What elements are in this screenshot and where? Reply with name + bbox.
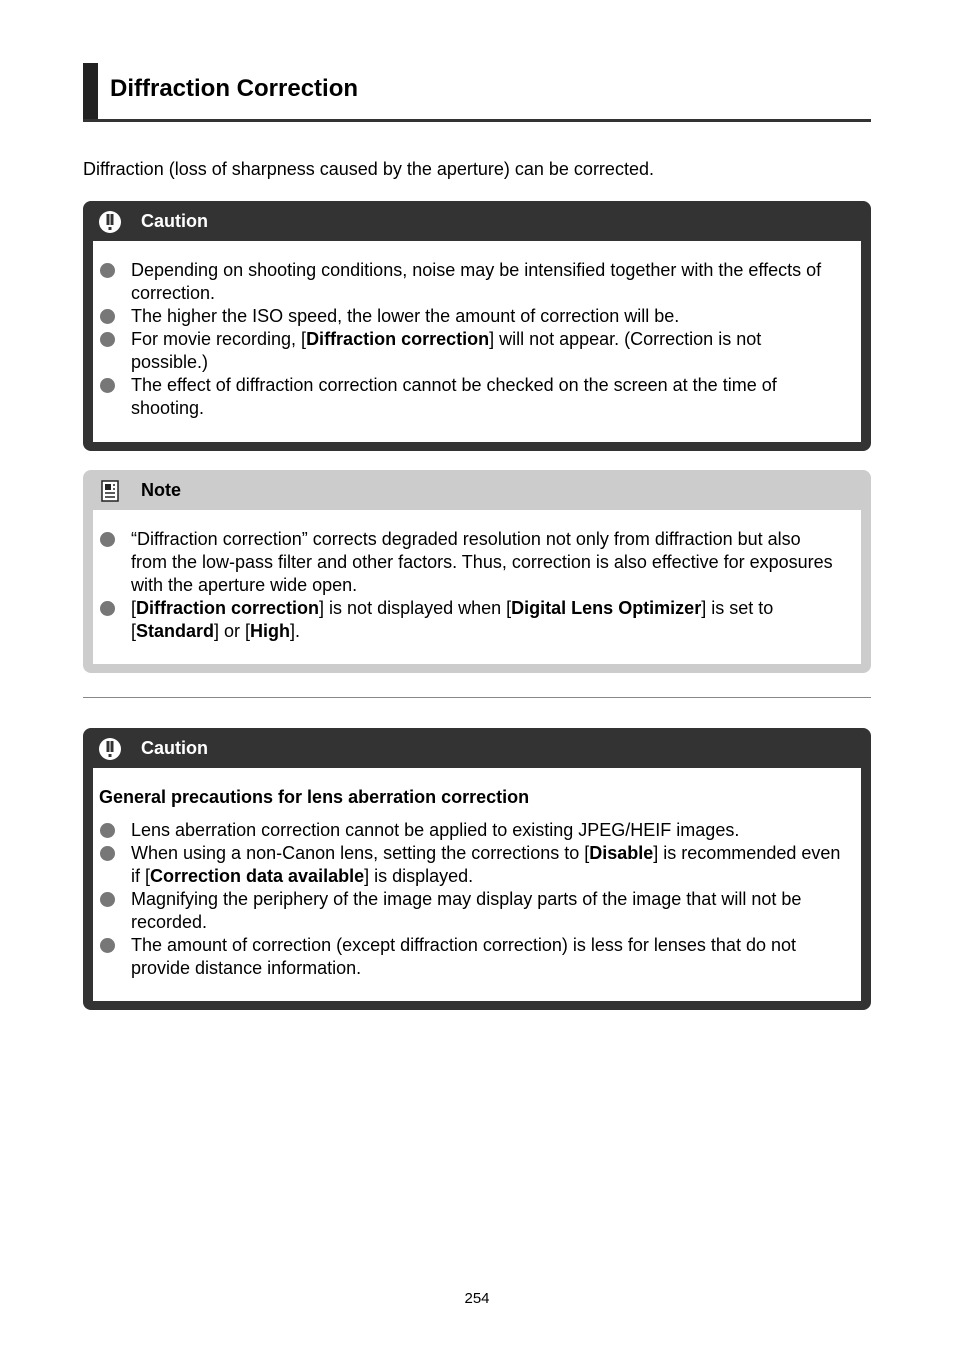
intro-text: Diffraction (loss of sharpness caused by the aperture) can be corrected.: [83, 159, 654, 179]
caution-body: [93, 768, 861, 1001]
bullet-icon: [100, 823, 115, 838]
caution-body: [93, 241, 861, 442]
caution-list: [93, 819, 861, 980]
bullet-icon: [100, 601, 115, 616]
caution-header: [83, 201, 871, 241]
list-item: When using a non-Canon lens, setting the corrections to [Disable] is recommended even if [Correction data available] is displayed.: [93, 842, 861, 888]
list-item: The effect of diffraction correction cannot be checked on the screen at the time of shooting.: [93, 374, 861, 420]
caution-icon: [97, 209, 123, 235]
note-body: [93, 510, 861, 664]
caution-icon: [97, 736, 123, 762]
note-list: [93, 528, 861, 643]
list-item: Lens aberration correction cannot be applied to existing JPEG/HEIF images.: [93, 819, 861, 842]
caution-box: [83, 201, 871, 451]
heading-bar: [83, 63, 98, 119]
bullet-icon: [100, 846, 115, 861]
note-box: [83, 470, 871, 673]
list-item: “Diffraction correction” corrects degraded resolution not only from diffraction but also from the low-pass filter and other factors. Thus, correction is also effective for exposures with the aperture wide open.: [93, 528, 861, 597]
bullet-icon: [100, 378, 115, 393]
list-item: The higher the ISO speed, the lower the amount of correction will be.: [93, 305, 861, 328]
page-number: 254: [464, 1290, 490, 1307]
caution-box-general: [83, 728, 871, 1010]
caution-title: Caution: [141, 738, 208, 758]
bullet-icon: [100, 332, 115, 347]
bullet-icon: [100, 892, 115, 907]
caution-header: [83, 728, 871, 768]
bullet-icon: [100, 263, 115, 278]
note-header: [83, 470, 871, 510]
bullet-icon: [100, 309, 115, 324]
note-icon: [97, 478, 123, 504]
caution-subheading: General precautions for lens aberration correction: [99, 787, 530, 807]
list-item: Magnifying the periphery of the image may display parts of the image that will not be recorded.: [93, 888, 861, 934]
page-title: Diffraction Correction: [110, 75, 359, 102]
list-item: Depending on shooting conditions, noise may be intensified together with the effects of correction.: [93, 259, 861, 305]
list-item: For movie recording, [Diffraction correction] will not appear. (Correction is not possible.): [93, 328, 861, 374]
bullet-icon: [100, 938, 115, 953]
bullet-icon: [100, 532, 115, 547]
note-title: Note: [141, 480, 181, 500]
divider: [83, 697, 871, 698]
section-heading: [83, 63, 871, 122]
caution-list: [93, 259, 861, 420]
list-item: [Diffraction correction] is not displayed when [Digital Lens Optimizer] is set to [Standard] or [High].: [93, 597, 861, 643]
caution-title: Caution: [141, 211, 208, 231]
list-item: The amount of correction (except diffraction correction) is less for lenses that do not provide distance information.: [93, 934, 861, 980]
